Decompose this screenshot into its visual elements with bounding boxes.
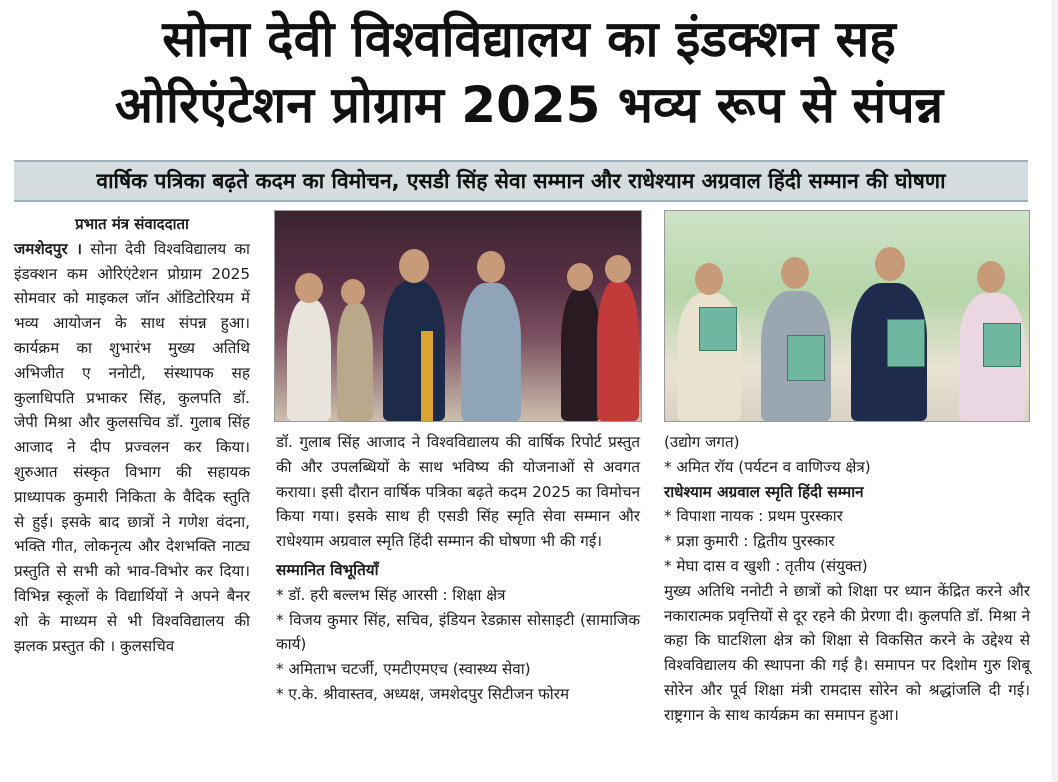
list-item: (उद्योग जगत) (664, 433, 740, 451)
article-column-3 (664, 430, 1030, 728)
dateline: जमशेदपुर । (14, 239, 83, 258)
list-item: * प्रज्ञा कुमारी : द्वितीय पुरस्कार (664, 532, 835, 551)
article-column-2 (276, 430, 640, 707)
page-edge (1052, 0, 1058, 782)
photo-figure (561, 289, 601, 421)
headline (0, 6, 1058, 138)
column-3-body: मुख्य अतिथि ननोटी ने छात्रों को शिक्षा पर ध्यान केंद्रित करने और नकारात्मक प्रवृत्तियों से दूर रहने की प्रेरणा दी। कुलपति डॉ. मिश्रा ने कहा कि घाटशिला क्षेत्र को शिक्षा से विकसित करने के उद्देश्य से विश्वविद्यालय की स्थापना की गई है। समापन पर दिशोम गुरु शिबू सोरेन और पूर्व शिक्षा मंत्री रामदास सोरेन को श्रद्धांजलि दी गई। राष्ट्रगान के साथ कार्यक्रम का समापन हुआ। (664, 581, 1030, 724)
photo-figure-head (605, 255, 631, 283)
magazine-booklet (699, 307, 737, 351)
list-item: * विपाशा नायक : प्रथम पुरस्कार (664, 507, 843, 526)
strap-subheadline: वार्षिक पत्रिका बढ़ते कदम का विमोचन, एसडी सिंह सेवा सम्मान और राधेश्याम अग्रवाल हिंदी सम्मान की घोषणा (14, 160, 1028, 202)
magazine-booklet (983, 323, 1021, 367)
photo-figure-head (341, 279, 365, 305)
article-column-1 (14, 212, 250, 658)
photo-figure (383, 281, 445, 421)
magazine-booklet (787, 335, 825, 381)
photo-figure-head (567, 263, 593, 291)
headline-line-2: ओरिएंटेशन प्रोग्राम 2025 भव्य रूप से संपन्न (114, 76, 944, 134)
column-1-text: सोना देवी विश्वविद्यालय का इंडक्शन कम ओरिएंटेशन प्रोग्राम 2025 सोमवार को माइकल जॉन ऑडिटोरियम में भव्य आयोजन के साथ संपन्न हुआ। कार्यक्रम का शुभारंभ मुख्य अतिथि अभिजीत ए ननोटी, संस्थापक सह कुलाधिपति प्रभाकर सिंह, कुलपति डॉ. जेपी मिश्रा और कुलसचिव डॉ. गुलाब सिंह आजाद ने दीप प्रज्वलन कर किया। शुरुआत संस्कृत विभाग की सहायक प्राध्यापक कुमारी निकिता के वैदिक स्तुति से हुई। इसके बाद छात्रों ने गणेश वंदना, भक्ति गीत, लोकनृत्य और देशभक्ति नाट्य प्रस्तुति से सभी को भाव-विभोर कर दिया। विभिन्न स्कूलों के विद्यार्थियों ने अपने बैनर शो के माध्यम से भी विश्वविद्यालय की झलक प्रस्तुत की । कुलसचिव (14, 239, 250, 655)
photo-figure (461, 283, 521, 421)
magazine-booklet (887, 319, 925, 367)
photo-figure-head (399, 249, 429, 283)
list-item: * मेघा दास व खुशी : तृतीय (संयुक्त) (664, 556, 868, 575)
list-item: * डॉ. हरी बल्लभ सिंह आरसी : शिक्षा क्षेत्र (276, 585, 506, 604)
list-item: * अमिताभ चटर्जी, एमटीएमएच (स्वास्थ्य सेवा) (276, 660, 531, 679)
column-2-body: डॉ. गुलाब सिंह आजाद ने विश्वविद्यालय की वार्षिक रिपोर्ट प्रस्तुत की और उपलब्धियों के साथ भविष्य की योजनाओं से अवगत कराया। इसी दौरान वार्षिक पत्रिका बढ़ते कदम 2025 का विमोचन किया गया। इसके साथ ही एसडी सिंह स्मृति सेवा सम्मान और राधेश्याम अग्रवाल स्मृति हिंदी सम्मान की घोषणा भी की गई। (276, 433, 640, 551)
lamp-stand (421, 331, 433, 421)
column-1-body (14, 237, 250, 659)
photo-figure-head (781, 257, 809, 289)
photo-figure (287, 299, 331, 421)
list-item: * विजय कुमार सिंह, सचिव, इंडियन रेडक्रास सोसाइटी (सामाजिक कार्य) (276, 610, 640, 654)
honorees-subhead: सम्मानित विभूतियाँ (276, 560, 379, 579)
list-item: * अमित रॉय (पर्यटन व वाणिज्य क्षेत्र) (664, 457, 871, 476)
byline: प्रभात मंत्र संवाददाता (75, 215, 189, 233)
photo-figure-head (477, 251, 505, 283)
photo-figure-head (875, 247, 905, 281)
photo-magazine-release (664, 210, 1030, 422)
photo-figure (597, 281, 639, 421)
list-item: * ए.के. श्रीवास्तव, अध्यक्ष, जमशेदपुर सिटीजन फोरम (276, 684, 570, 703)
hindi-award-subhead: राधेश्याम अग्रवाल स्मृति हिंदी सम्मान (664, 482, 864, 501)
photo-figure-head (977, 261, 1005, 293)
photo-figure-head (295, 273, 323, 303)
photo-figure (337, 303, 373, 421)
headline-line-1: सोना देवी विश्वविद्यालय का इंडक्शन सह (162, 10, 896, 68)
photo-lamp-lighting (274, 210, 642, 422)
photo-figure-head (695, 263, 723, 295)
